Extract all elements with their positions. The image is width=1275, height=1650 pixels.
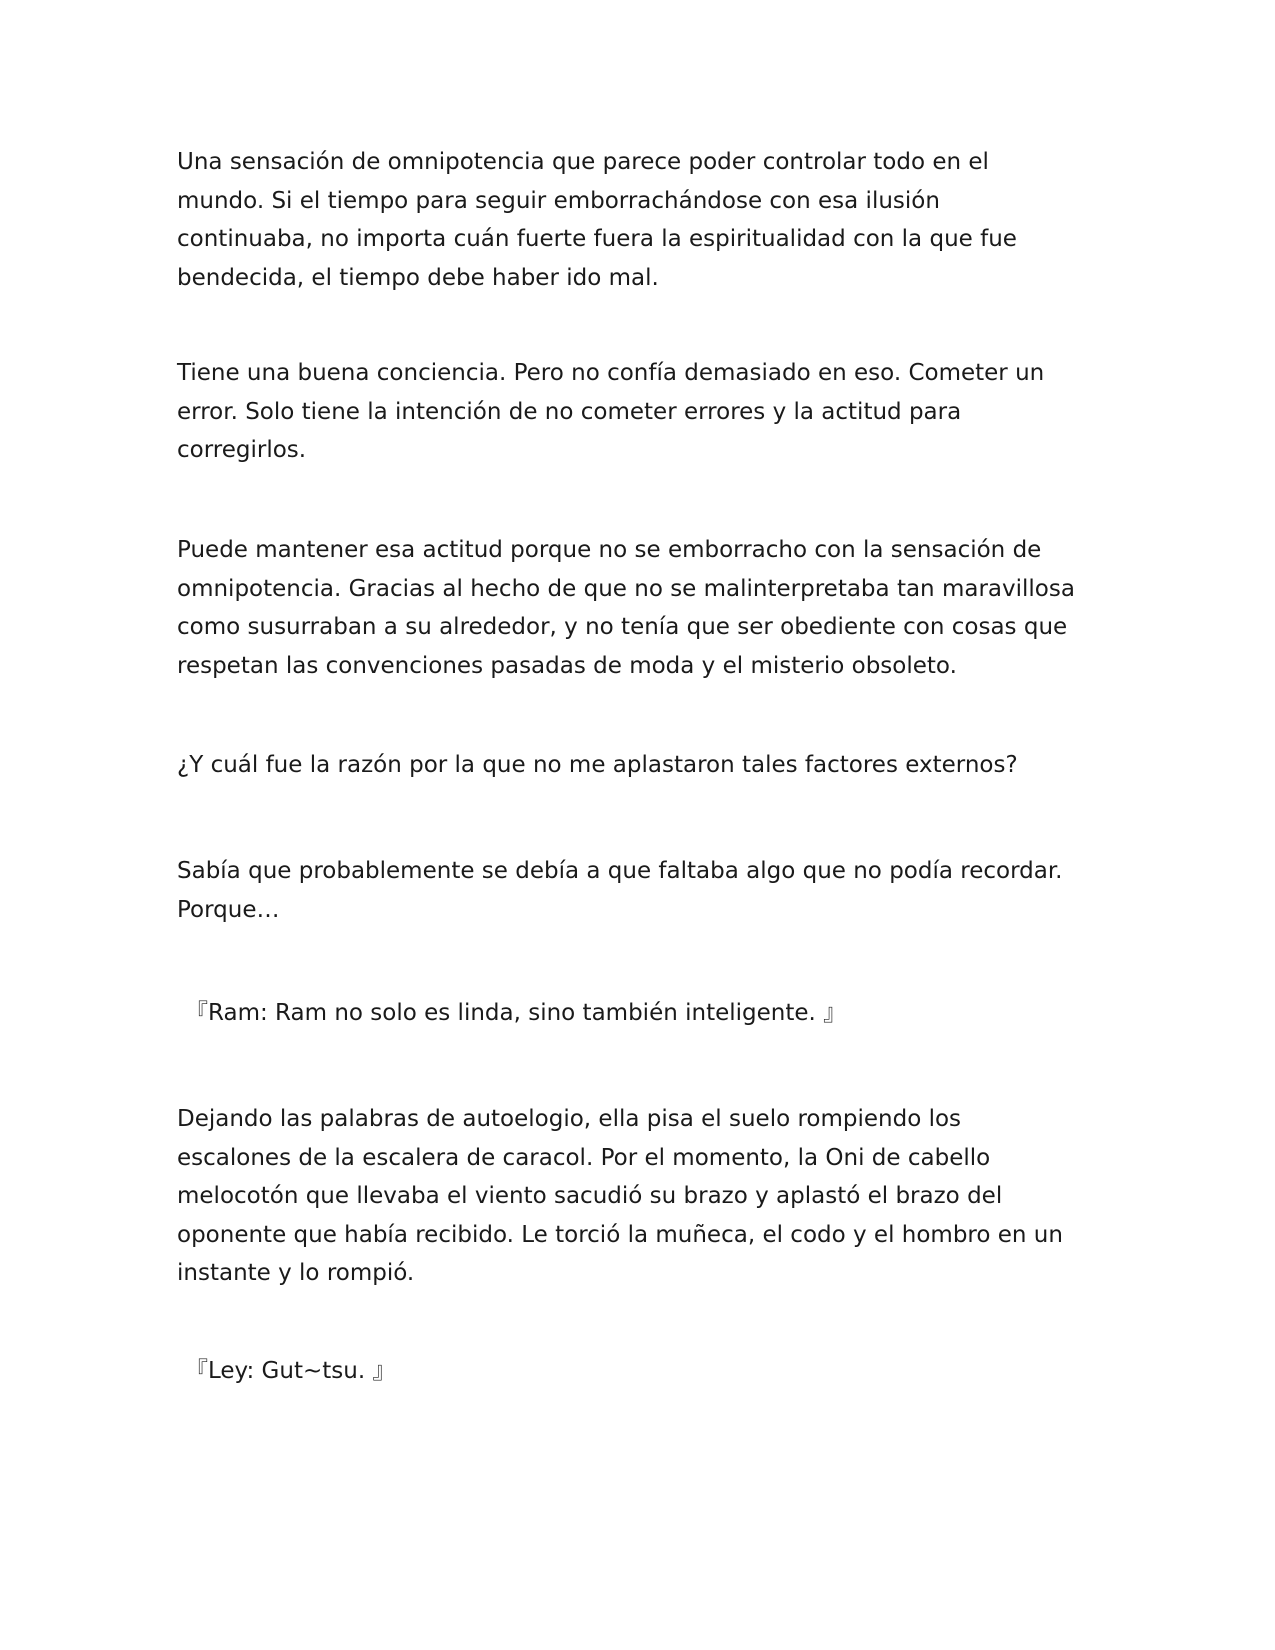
- dialogue-ram: 『Ram: Ram no solo es linda, sino también inteligente. 』: [185, 1000, 847, 1026]
- paragraph-attitude: Puede mantener esa actitud porque no se emborracho con la sensación de omnipotencia. Gracias al hecho de que no se malinterpretaba tan maravillosa como susurraban a su alrededor, y no tenía que ser obediente con cosas que respetan las convenciones pasadas de moda y el misterio obsoleto.: [177, 537, 1075, 679]
- paragraph-memory: Sabía que probablemente se debía a que faltaba algo que no podía recordar. Porque…: [177, 858, 1063, 923]
- paragraph-omnipotence: Una sensación de omnipotencia que parece poder controlar todo en el mundo. Si el tiempo para seguir emborrachándose con esa ilusión continuaba, no importa cuán fuerte fuera la espiritualidad con la que fue bendecida, el tiempo debe haber ido mal.: [177, 149, 1017, 291]
- paragraph-question: ¿Y cuál fue la razón por la que no me aplastaron tales factores externos?: [177, 752, 1018, 778]
- paragraph-conscience: Tiene una buena conciencia. Pero no confía demasiado en eso. Cometer un error. Solo tiene la intención de no cometer errores y la actitud para corregirlos.: [177, 360, 1045, 463]
- dialogue-ley: 『Ley: Gut~tsu. 』: [185, 1358, 396, 1384]
- paragraph-action: Dejando las palabras de autoelogio, ella pisa el suelo rompiendo los escalones de la escalera de caracol. Por el momento, la Oni de cabello melocotón que llevaba el viento sacudió su brazo y aplastó el brazo del oponente que había recibido. Le torció la muñeca, el codo y el hombro en un instante y lo rompió.: [177, 1106, 1063, 1286]
